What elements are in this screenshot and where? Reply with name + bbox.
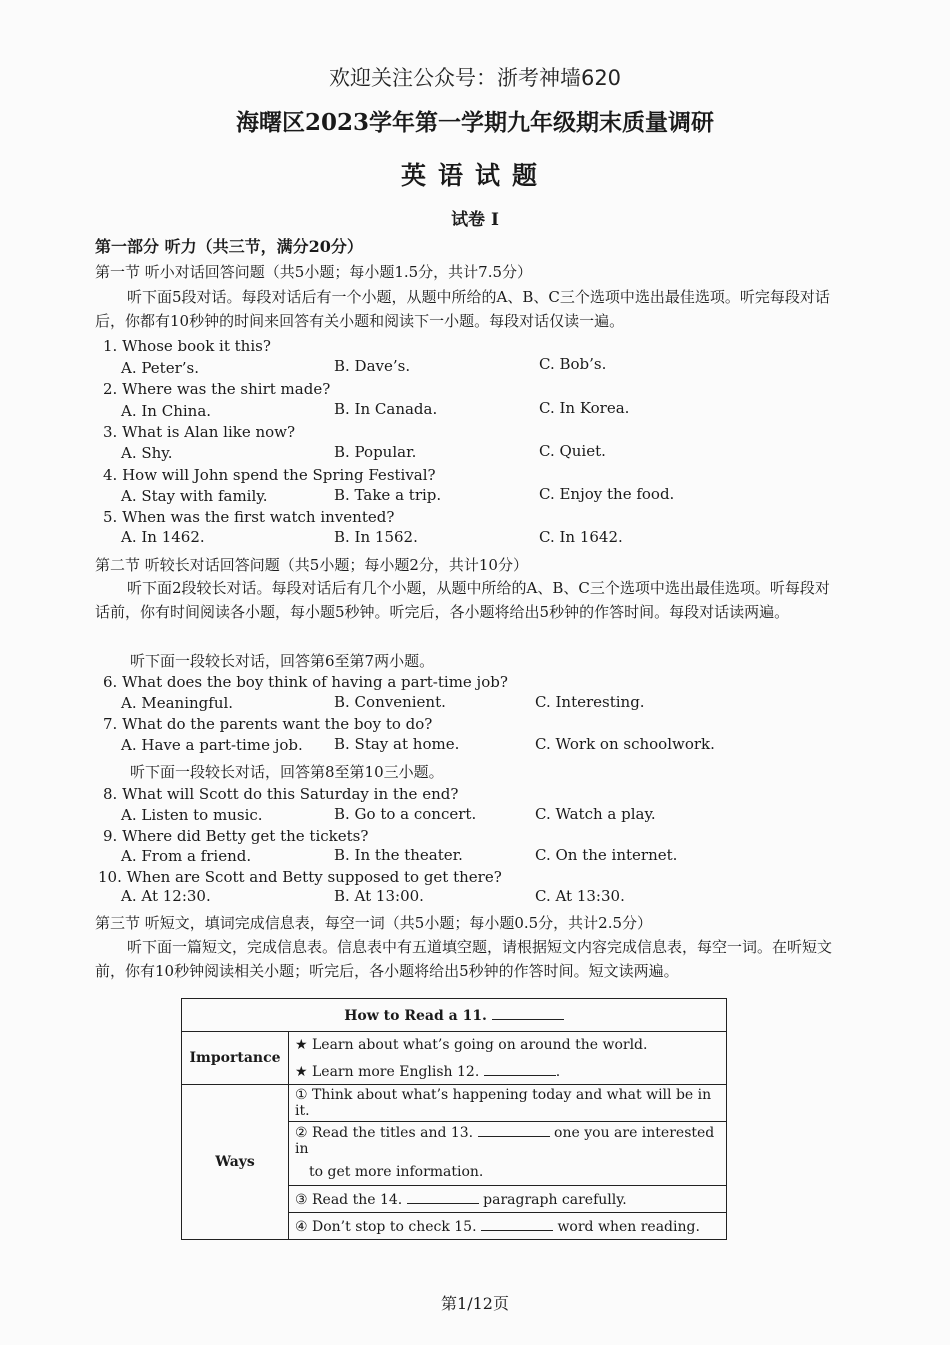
- question-9: 9. Where did Betty get the tickets?: [103, 827, 369, 845]
- option-3a: A. Shy.: [121, 444, 173, 462]
- way-4-cell: [289, 1213, 727, 1240]
- watermark-text: 欢迎关注公众号：浙考神墙620: [328, 66, 622, 90]
- importance-label: Importance: [182, 1032, 289, 1085]
- way-3-text: ③ Read the 14.: [295, 1191, 403, 1208]
- table-title: How to Read a 11.: [344, 1007, 487, 1024]
- option-10a: A. At 12:30.: [121, 887, 211, 905]
- option-5a: A. In 1462.: [121, 528, 205, 546]
- importance-2-end: .: [555, 1063, 561, 1080]
- importance-1: ★ Learn about what’s going on around the world.: [289, 1032, 727, 1059]
- option-6a: A. Meaningful.: [121, 694, 234, 712]
- option-3b: B. Popular.: [334, 443, 417, 461]
- part1-heading: 第一部分 听力（共三节，满分20分）: [95, 237, 363, 256]
- option-1b: B. Dave’s.: [334, 357, 411, 375]
- option-5c: C. In 1642.: [539, 528, 623, 546]
- option-1a: A. Peter’s.: [121, 359, 199, 377]
- question-3: 3. What is Alan like now?: [103, 423, 296, 441]
- question-10: 10. When are Scott and Betty supposed to get there?: [98, 868, 502, 886]
- option-10b: B. At 13:00.: [334, 887, 424, 905]
- question-2: 2. Where was the shirt made?: [103, 380, 331, 398]
- option-7b: B. Stay at home.: [334, 735, 460, 753]
- exam-title: 海曙区2023学年第一学期九年级期末质量调研: [235, 109, 714, 136]
- section2-heading: 第二节 听较长对话回答问题（共5小题；每小题2分，共计10分）: [95, 556, 528, 574]
- table-title-cell: [182, 999, 727, 1032]
- option-1c: C. Bob’s.: [539, 355, 607, 373]
- option-8b: B. Go to a concert.: [334, 805, 477, 823]
- question-7: 7. What do the parents want the boy to do?: [103, 715, 433, 733]
- section2-note2: 听下面一段较长对话，回答第8至第10三小题。: [130, 763, 444, 781]
- option-9c: C. On the internet.: [535, 846, 678, 864]
- way-3-rest: paragraph carefully.: [483, 1191, 627, 1208]
- option-2a: A. In China.: [121, 402, 212, 420]
- way-4-text: ④ Don’t stop to check 15.: [295, 1218, 477, 1235]
- info-table: [181, 998, 727, 1240]
- ways-label: Ways: [182, 1085, 289, 1240]
- section2-note1: 听下面一段较长对话，回答第6至第7两小题。: [130, 652, 435, 670]
- option-7a: A. Have a part-time job.: [121, 736, 303, 754]
- blank-14[interactable]: [407, 1191, 479, 1204]
- way-1: ① Think about what’s happening today and what will be in it.: [289, 1085, 727, 1122]
- subject-title: 英语试题: [400, 161, 549, 190]
- option-8a: A. Listen to music.: [121, 806, 263, 824]
- way-2-rest: one you are interested in: [295, 1125, 715, 1157]
- importance-2-cell: [289, 1058, 727, 1085]
- way-2-continued: to get more information.: [289, 1159, 727, 1186]
- section1-instructions: 听下面5段对话。每段对话后有一个小题，从题中所给的A、B、C三个选项中选出最佳选项。听完每段对话后，你都有10秒钟的时间来回答有关小题和阅读下一小题。每段对话仅读一遍。: [95, 288, 830, 330]
- option-5b: B. In 1562.: [334, 528, 418, 546]
- question-5: 5. When was the first watch invented?: [103, 508, 395, 526]
- question-6: 6. What does the boy think of having a part-time job?: [103, 673, 508, 691]
- question-8: 8. What will Scott do this Saturday in the end?: [103, 785, 459, 803]
- option-2b: B. In Canada.: [334, 400, 438, 418]
- option-8c: C. Watch a play.: [535, 805, 656, 823]
- section3-instructions: 听下面一篇短文，完成信息表。信息表中有五道填空题，请根据短文内容完成信息表，每空一词。在听短文前，你有10秒钟阅读相关小题；听完后，各小题将给出5秒钟的作答时间。短文读两遍。: [95, 938, 833, 980]
- section2-instructions: 听下面2段较长对话。每段对话后有几个小题，从题中所给的A、B、C三个选项中选出最佳选项。听每段对话前，你有时间阅读各小题，每小题5秒钟。听完后，各小题将给出5秒钟的作答时间。每段对话读两遍。: [95, 579, 830, 621]
- question-1: 1. Whose book it this?: [103, 337, 271, 355]
- option-4c: C. Enjoy the food.: [539, 485, 675, 503]
- blank-11[interactable]: [492, 1007, 564, 1020]
- option-6c: C. Interesting.: [535, 693, 645, 711]
- option-7c: C. Work on schoolwork.: [535, 735, 715, 753]
- page-number: 第1/12页: [441, 1294, 509, 1313]
- importance-2-text: ★ Learn more English 12.: [295, 1063, 480, 1080]
- paper-label: 试卷 I: [451, 210, 499, 230]
- way-2-text: ② Read the titles and 13.: [295, 1125, 474, 1141]
- option-4a: A. Stay with family.: [121, 487, 268, 505]
- section1-heading: 第一节 听小对话回答问题（共5小题；每小题1.5分，共计7.5分）: [95, 263, 533, 281]
- option-6b: B. Convenient.: [334, 693, 446, 711]
- way-4-rest: word when reading.: [557, 1218, 700, 1235]
- blank-12[interactable]: [484, 1063, 556, 1076]
- option-4b: B. Take a trip.: [334, 486, 442, 504]
- question-4: 4. How will John spend the Spring Festival?: [103, 466, 436, 484]
- option-10c: C. At 13:30.: [535, 887, 625, 905]
- blank-15[interactable]: [481, 1218, 553, 1231]
- blank-13[interactable]: [478, 1124, 550, 1137]
- option-9b: B. In the theater.: [334, 846, 463, 864]
- option-3c: C. Quiet.: [539, 442, 606, 460]
- section3-heading: 第三节 听短文，填词完成信息表，每空一词（共5小题；每小题0.5分，共计2.5分）: [95, 914, 653, 932]
- way-2-cell: [289, 1122, 727, 1160]
- option-9a: A. From a friend.: [121, 847, 252, 865]
- option-2c: C. In Korea.: [539, 399, 630, 417]
- way-3-cell: [289, 1186, 727, 1213]
